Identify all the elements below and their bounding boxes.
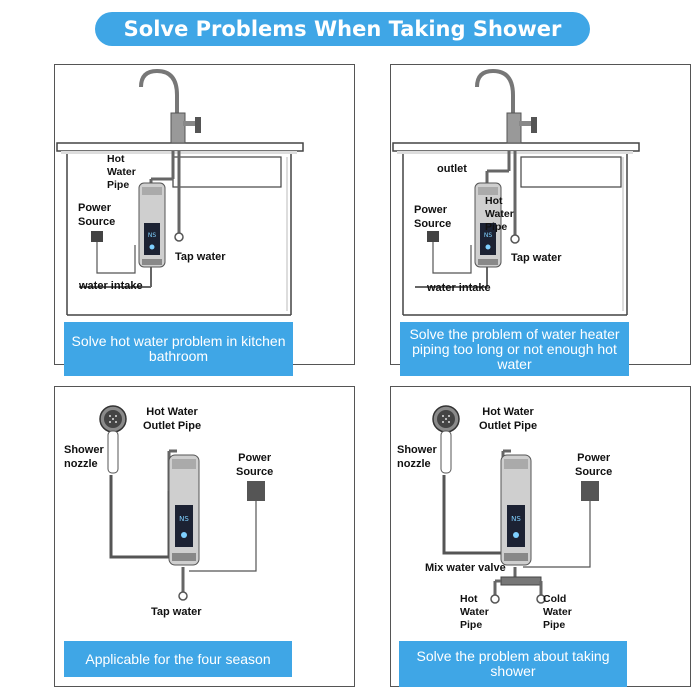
label-power-source: Power Source — [78, 202, 116, 228]
water-heater-icon — [501, 455, 531, 565]
label-water-intake: water intake — [79, 280, 143, 292]
caption-kitchen: Solve hot water problem in kitchen bathroom — [64, 322, 293, 376]
label-power-source: Power Source — [575, 452, 613, 478]
page-title: Solve Problems When Taking Shower — [95, 12, 590, 46]
power-box — [427, 231, 439, 242]
label-tap-water: Tap water — [511, 252, 562, 264]
water-heater-icon — [169, 455, 199, 565]
heater-display: NS — [147, 232, 157, 239]
power-box — [247, 481, 265, 501]
label-hot-water-outlet-pipe: Hot Water Outlet Pipe — [143, 406, 202, 432]
label-mix-water-valve: Mix water valve — [425, 562, 506, 574]
label-power-source: Power Source — [236, 452, 274, 478]
heater-display: NS — [511, 515, 521, 523]
power-box — [91, 231, 103, 242]
faucet-icon — [141, 71, 201, 143]
power-box — [581, 481, 599, 501]
caption-piping: Solve the problem of water heater piping too long or not enough hot water — [400, 322, 629, 376]
label-power-source: Power Source — [414, 204, 452, 230]
heater-display: NS — [179, 515, 189, 523]
label-hot-water-outlet-pipe: Hot Water Outlet Pipe — [479, 406, 538, 432]
label-tap-water: Tap water — [175, 251, 226, 263]
label-cold-water-pipe: Cold Water Pipe — [543, 593, 572, 631]
faucet-icon — [477, 71, 537, 143]
water-heater-icon — [139, 183, 165, 267]
label-outlet: outlet — [437, 163, 467, 175]
mix-valve — [501, 577, 541, 585]
panel-piping — [390, 64, 691, 365]
shower-head-icon — [433, 406, 459, 473]
label-tap-water: Tap water — [151, 606, 202, 618]
heater-display: NS — [483, 232, 493, 239]
caption-taking-shower: Solve the problem about taking shower — [399, 641, 627, 687]
label-hot-water-pipe: Hot Water Pipe — [107, 153, 136, 191]
label-hot-water-pipe: Hot Water Pipe — [460, 593, 489, 631]
label-shower-nozzle: Shower nozzle — [64, 444, 104, 470]
label-water-intake: water intake — [427, 282, 491, 294]
caption-four-season: Applicable for the four season — [64, 641, 292, 677]
panel-kitchen — [54, 64, 355, 365]
label-hot-water-pipe: Hot Water Pipe — [485, 195, 514, 233]
shower-head-icon — [100, 406, 126, 473]
label-shower-nozzle: Shower nozzle — [397, 444, 437, 470]
